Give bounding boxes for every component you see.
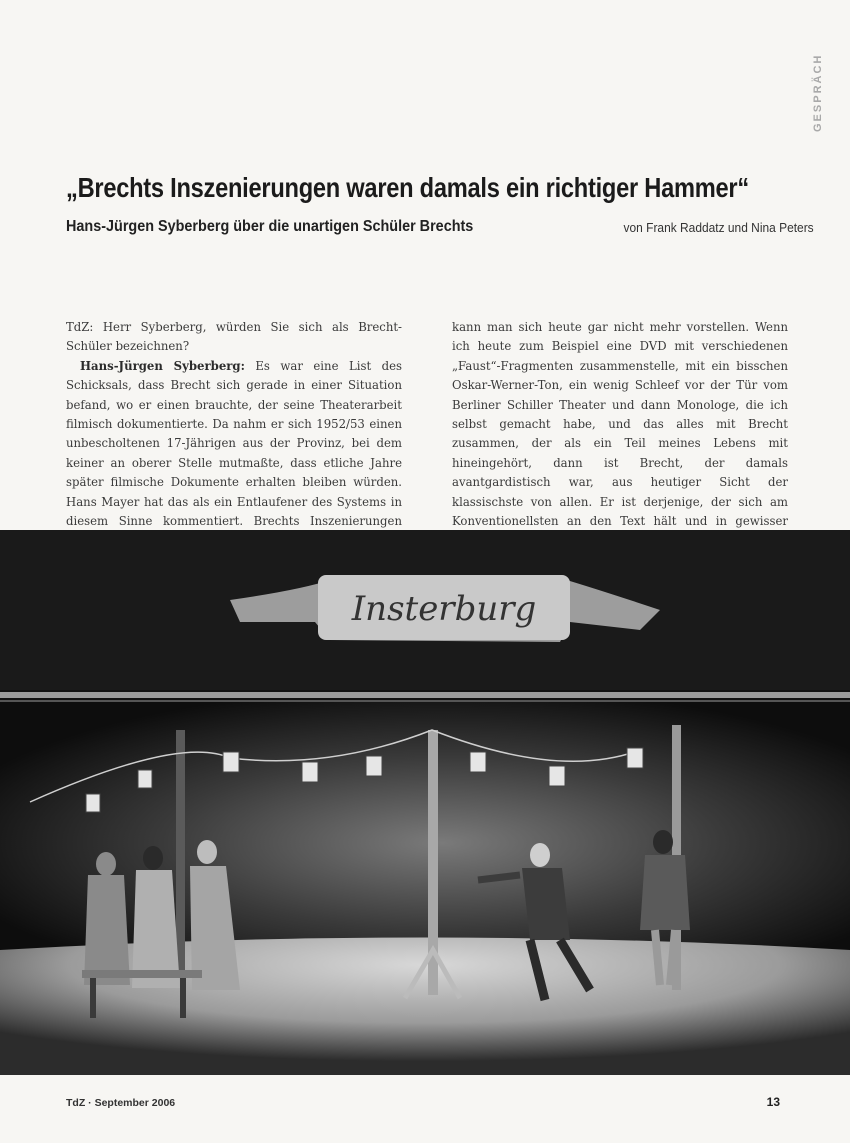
byline: von Frank Raddatz und Nina Peters (623, 220, 814, 235)
footer-publication: TdZ · September 2006 (66, 1097, 176, 1109)
answer-speaker: Hans-Jürgen Syberberg: (80, 358, 245, 373)
text-column-left (66, 318, 402, 551)
stage-photo-image (0, 530, 850, 1075)
interview-answer (66, 357, 402, 551)
headline: „Brechts Inszenierungen waren damals ein richtiger Hammer“ (66, 172, 749, 203)
question-text: Herr Syberberg, würden Sie sich als Brecht-Schüler bezeichnen? (66, 320, 402, 354)
text-column-right (452, 318, 788, 551)
stage-photo (0, 530, 850, 1075)
interview-question (66, 318, 402, 357)
section-label: GESPRÄCH (812, 53, 824, 132)
banner-text: Insterburg (351, 589, 537, 629)
page-number: 13 (766, 1095, 780, 1109)
subtitle: Hans-Jürgen Syberberg über die unartigen Schüler Brechts (66, 218, 474, 235)
answer-text-left: Es war eine List des Schicksals, dass Brecht sich gerade in einer Situation befand, wo er einen brauchte, der seine Theaterarbeit filmisch dokumentierte. Da nahm er sich 1952/53 einen unbescholtenen 17-Jährigen aus der Provinz, bei dem keiner an oberer Stelle mutmaßte, dass etliche Jahre später filmische Dokumente erhalten bleiben würden. Hans Mayer hat das als ein Entlaufener des Systems in diesem Sinne kommentiert. Brechts Inszenierungen (66, 358, 402, 529)
answer-text-right: kann man sich heute gar nicht mehr vorstellen. Wenn ich heute zum Beispiel eine DVD mit verschiedenen „Faust“-Fragmenten zusammenstelle, mit ein bisschen Oskar-Werner-Ton, ein wenig Schleef vor der Tür vom Berliner Schiller Theater und dann Monologe, die ich selbst gemacht habe, und das alles mit Brecht zusammen, der als ein Teil meines Lebens mit hineingehört, dann ist Brecht, der damals avantgardistisch war, aus heutiger Sicht der klassischste von allen. Er ist derjenige, der sich am Konventionellsten an den Text hält und in gewisser (452, 320, 788, 529)
question-speaker: TdZ: (66, 320, 94, 334)
